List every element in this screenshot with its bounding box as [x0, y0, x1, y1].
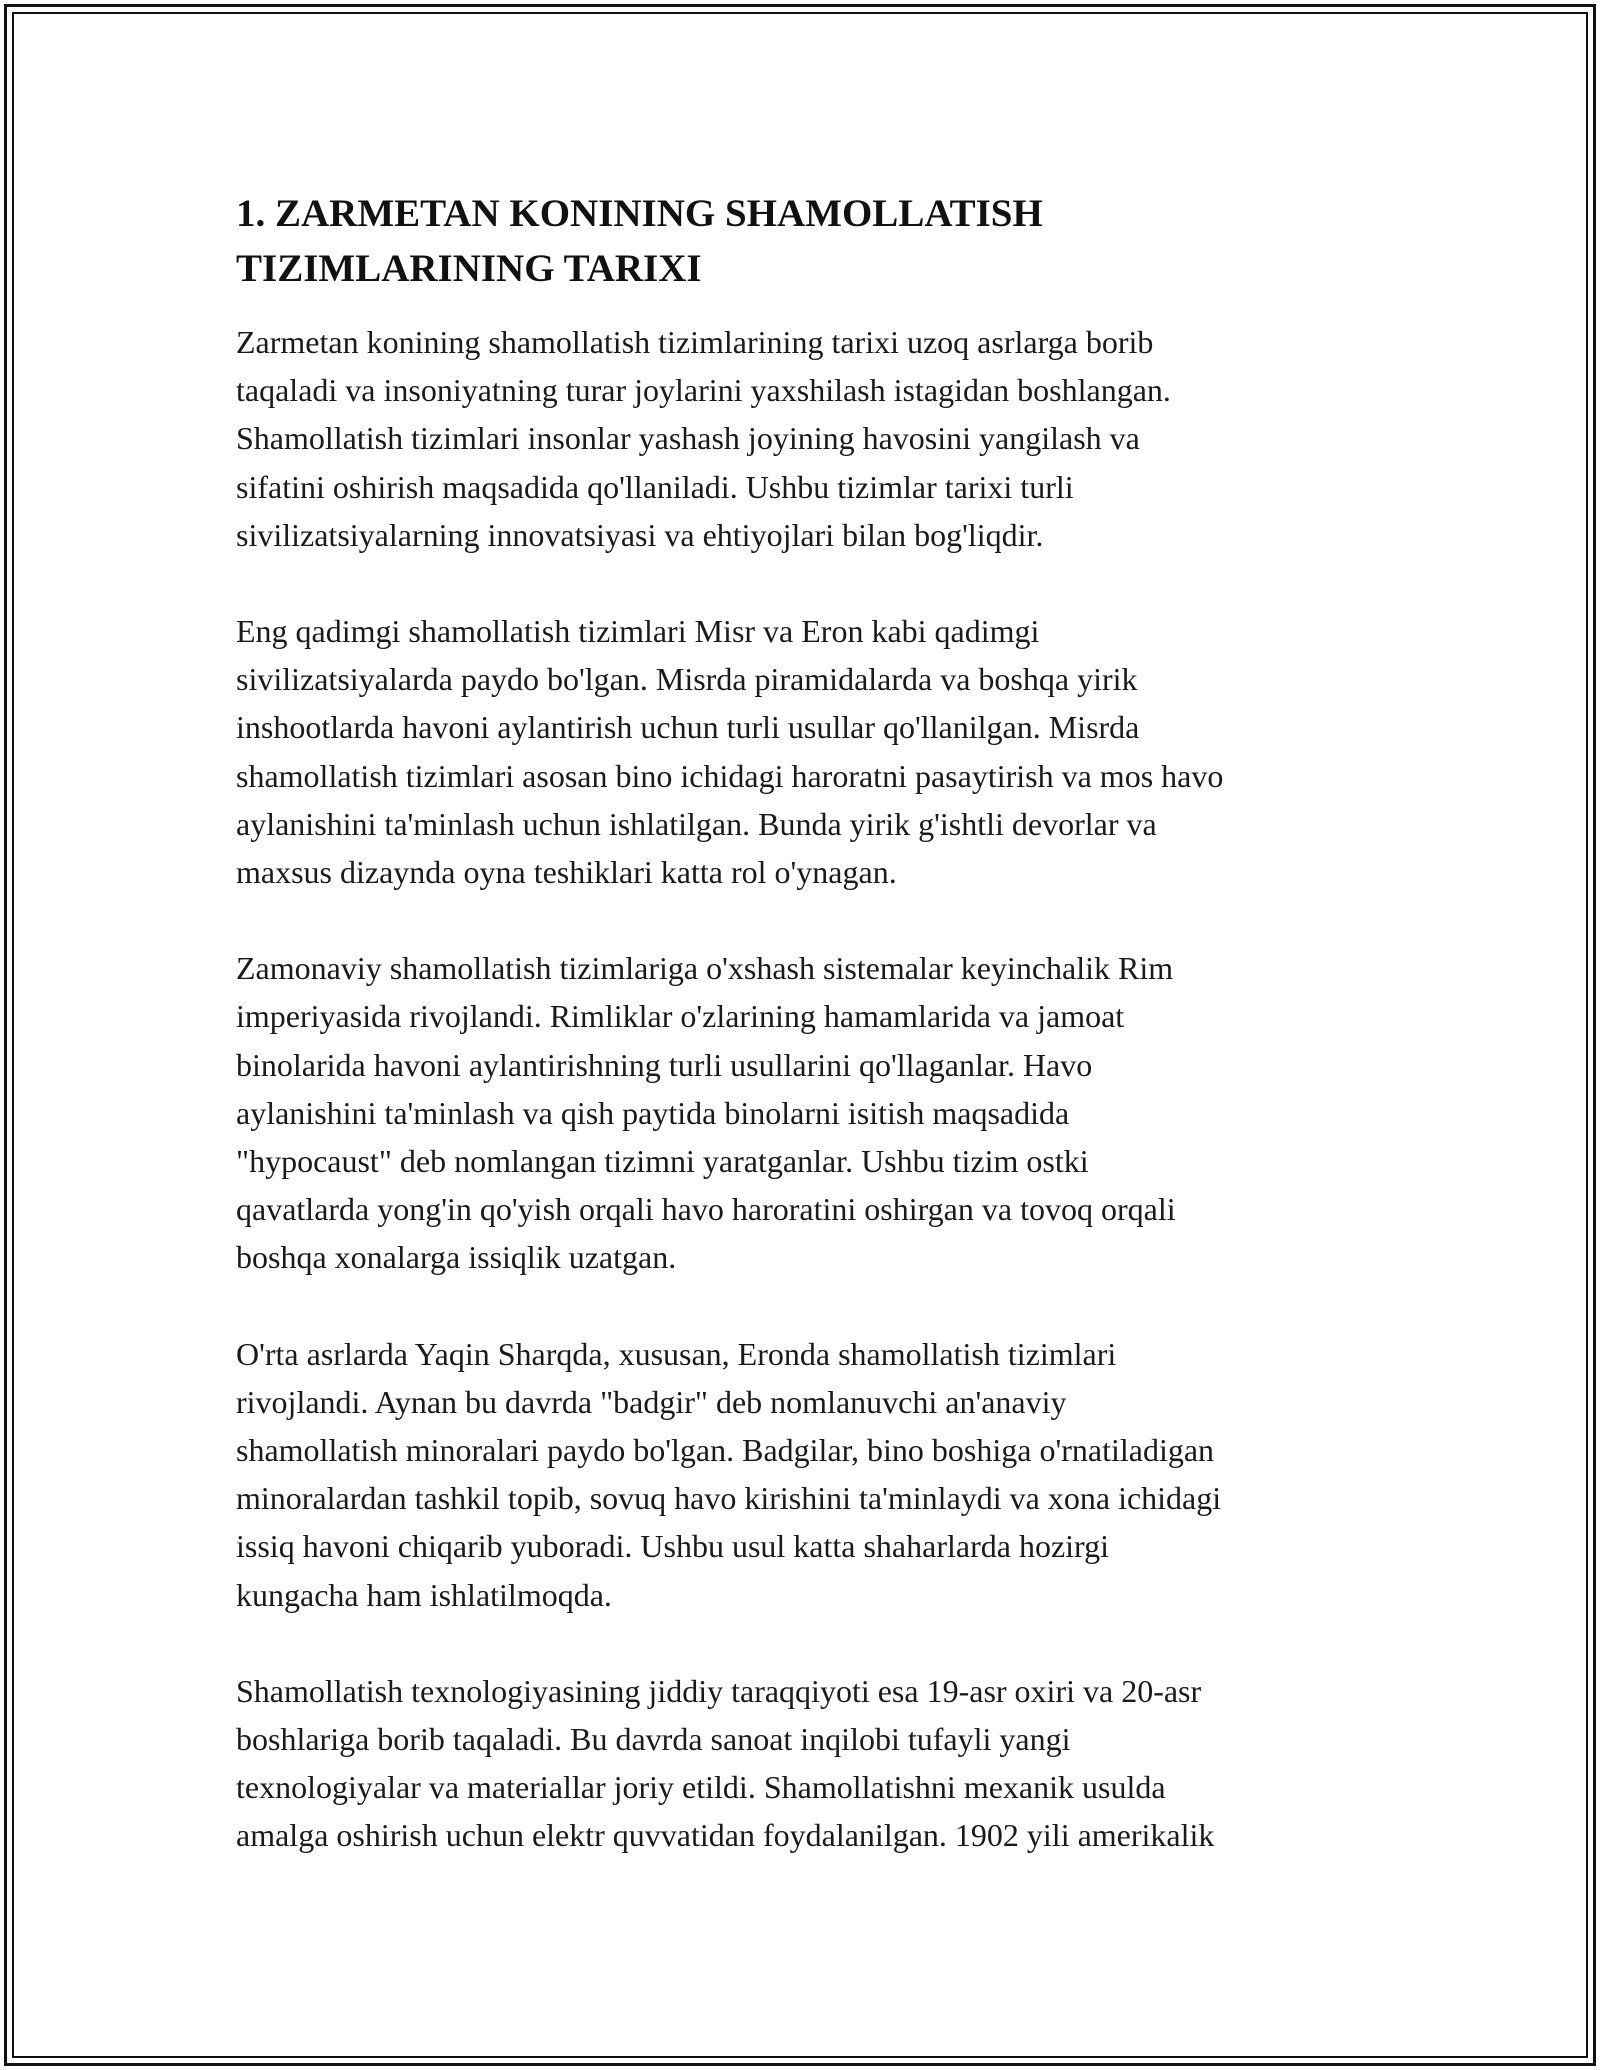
- section-heading: [236, 186, 1386, 296]
- paragraph-4: O'rta asrlarda Yaqin Sharqda, xususan, Eronda shamollatish tizimlari rivojlandi. Aynan bu davrda "badgir" deb nomlanuvchi an'anaviy shamollatish minoralari paydo bo'lgan. Badgilar, bino boshiga o'rnatiladigan minoralardan tashkil topib, sovuq havo kirishini ta'minlaydi va xona ichidagi issiq havoni chiqarib yuboradi. Ushbu usul katta shaharlarda hozirgi kungacha ham ishlatilmoqda.: [236, 1335, 1222, 1613]
- paragraph-3: Zamonaviy shamollatish tizimlariga o'xshash sistemalar keyinchalik Rim imperiyasida rivojlandi. Rimliklar o'zlarining hamamlarida va jamoat binolarida havoni aylantirishning turli usullarini qo'llaganlar. Havo aylanishini ta'minlash va qish paytida binolarni isitish maqsadida "hypocaust" deb nomlangan tizimni yaratganlar. Ushbu tizim ostki qavatlarda yong'in qo'yish orqali havo haroratini oshirgan va tovoq orqali boshqa xonalarga issiqlik uzatgan.: [236, 950, 1176, 1276]
- paragraph-2: Eng qadimgi shamollatish tizimlari Misr va Eron kabi qadimgi sivilizatsiyalarda paydo bo'lgan. Misrda piramidalarda va boshqa yirik inshootlarda havoni aylantirish uchun turli usullar qo'llanilgan. Misrda shamollatish tizimlari asosan bino ichidagi haroratni pasaytirish va mos havo aylanishini ta'minlash uchun ishlatilgan. Bunda yirik g'ishtli devorlar va maxsus dizaynda oyna teshiklari katta rol o'ynagan.: [236, 613, 1224, 891]
- paragraph-5: Shamollatish texnologiyasining jiddiy taraqqiyoti esa 19-asr oxiri va 20-asr boshlariga borib taqaladi. Bu davrda sanoat inqilobi tufayli yangi texnologiyalar va materiallar joriy etildi. Shamollatishni mexanik usulda amalga oshirish uchun elektr quvvatidan foydalanilgan. 1902 yili amerikalik: [236, 1672, 1215, 1854]
- heading-line-1: 1. ZARMETAN KONINING SHAMOLLATISH: [236, 192, 1043, 235]
- paragraph-1: Zarmetan konining shamollatish tizimlarining tarixi uzoq asrlarga borib taqaladi va insoniyatning turar joylarini yaxshilash istagidan boshlangan. Shamollatish tizimlari insonlar yashash joyining havosini yangilash va sifatini oshirish maqsadida qo'llaniladi. Ushbu tizimlar tarixi turli sivilizatsiyalarning innovatsiyasi va ehtiyojlari bilan bog'liqdir.: [236, 324, 1171, 553]
- heading-line-2: TIZIMLARINING TARIXI: [236, 247, 702, 290]
- document-body: [236, 186, 1386, 1908]
